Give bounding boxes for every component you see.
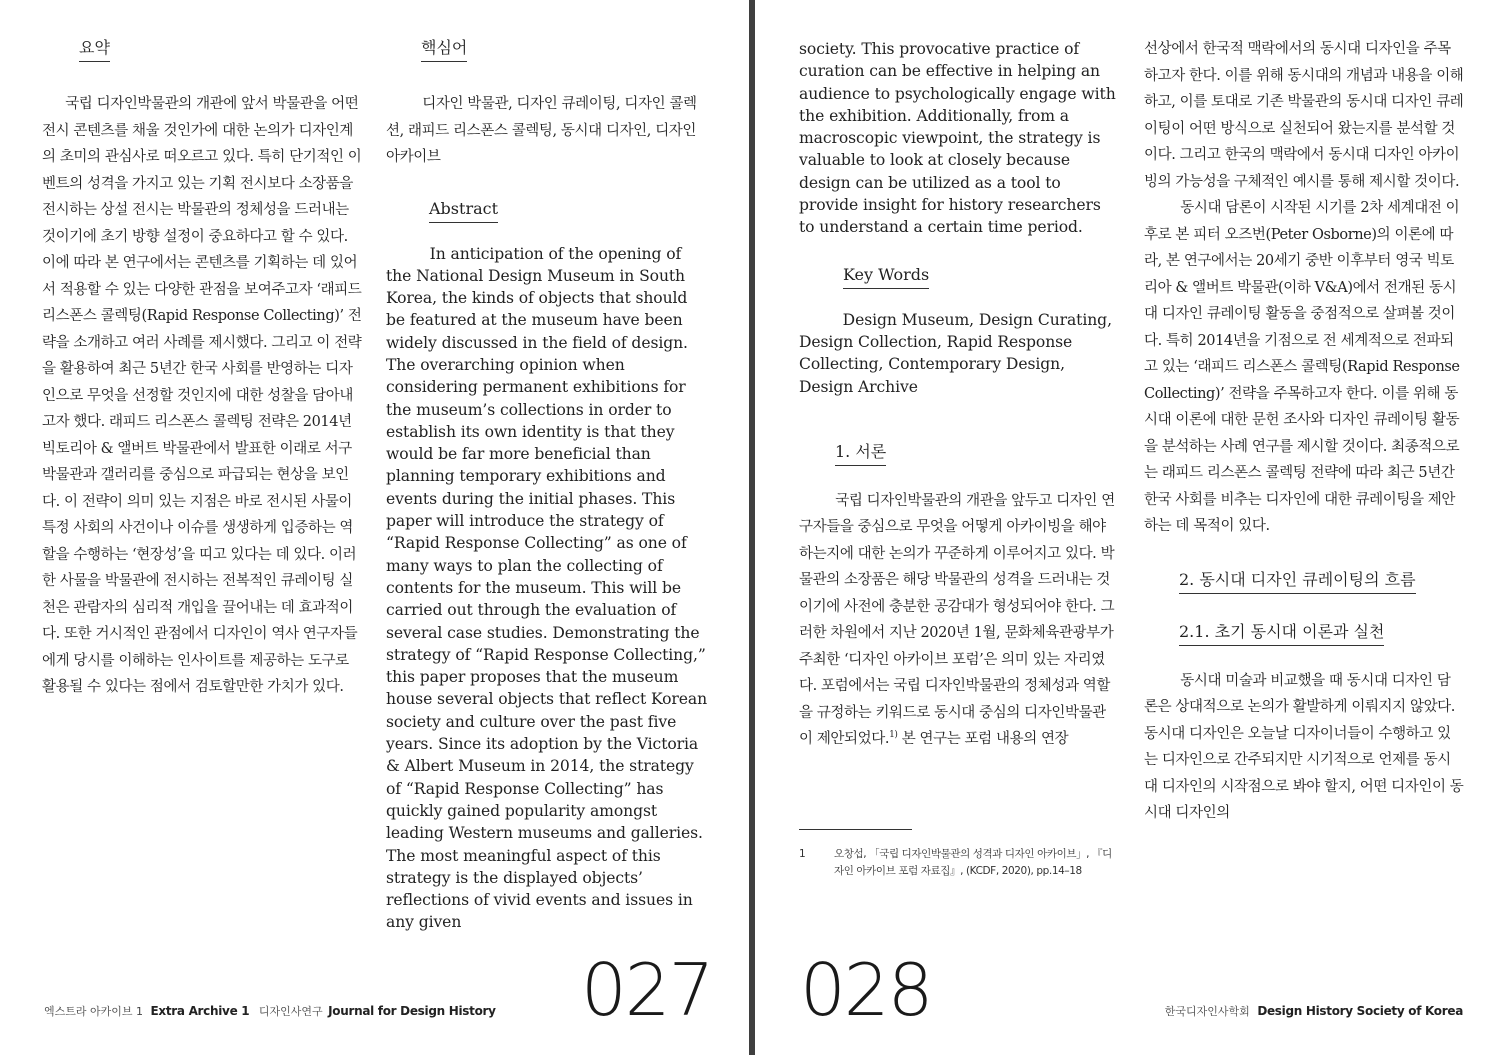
keywords-heading-ko: 핵심어 xyxy=(421,36,467,62)
page-number: 027 xyxy=(581,948,713,1032)
summary-paragraph: 국립 디자인박물관의 개관에 앞서 박물관을 어떤 전시 콘텐츠를 채울 것인가에 대한 논의가 디자인계의 초미의 관심사로 떠오르고 있다. 특히 단기적인 이벤트의 성격을 가지고 있는 기획 전시보다 소장품을 전시하는 상설 전시는 박물관의 정체성을 드러내는 것이기에 초기 방향 설정이 중요하다고 할 수 있다. 이에 따라 본 연구에서는 콘텐츠를 기획하는 데 있어서 적용할 수 있는 다양한 관점을 보여주고자 ‘래피드 리스폰스 콜렉팅(Rapid Response Collecting)’ 전략을 소개하고 여러 사례를 제시했다. 그리고 이 전략을 활용하여 최근 5년간 한국 사회를 반영하는 디자인으로 무엇을 선정할 것인지에 대한 성찰을 담아내고자 했다. 래피드 리스폰스 콜렉팅 전략은 2014년 빅토리아 & 앨버트 박물관에서 발표한 이래로 서구 박물관과 갤러리를 중심으로 파급되는 현상을 보인다. 이 전략이 의미 있는 지점은 바로 전시된 사물이 특정 사회의 사건이나 이슈를 생생하게 입증하는 역할을 수행하는 ‘현장성’을 띠고 있다는 데 있다. 이러한 사물을 박물관에 전시하는 전복적인 큐레이팅 실천은 관람자의 심리적 개입을 끌어내는 데 효과적이다. 또한 거시적인 관점에서 디자인이 역사 연구자들에게 당시를 이해하는 인사이트를 제공하는 도구로 활용될 수 있다는 점에서 검토할만한 가치가 있다. xyxy=(42,96,362,695)
abstract-continued-column xyxy=(799,38,1119,753)
footer-journal-ko: 디자인사연구 xyxy=(258,1005,323,1018)
intro-paragraph xyxy=(799,488,1119,753)
keywords-paragraph-ko: 디자인 박물관, 디자인 큐레이팅, 디자인 콜렉션, 래피드 리스폰스 콜렉팅, 동시대 디자인, 디자인 아카이브 xyxy=(386,96,697,165)
intro-heading: 1. 서론 xyxy=(835,440,886,466)
footer-archive-en: Extra Archive 1 xyxy=(150,1004,250,1018)
keywords-paragraph-en: Design Museum, Design Curating, Design Collection, Rapid Response Collecting, Contemporary Design, Design Archive xyxy=(799,310,1112,396)
footer-society-ko: 한국디자인사학회 xyxy=(1164,1005,1250,1018)
keywords-abstract-column xyxy=(386,36,708,934)
section-2-heading: 2. 동시대 디자인 큐레이팅의 흐름 xyxy=(1179,568,1416,594)
left-page xyxy=(0,0,749,1055)
summary-heading: 요약 xyxy=(79,36,110,62)
summary-column xyxy=(42,36,362,701)
right-running-footer xyxy=(1165,1002,1463,1021)
body-column-right xyxy=(1144,36,1464,827)
footnote xyxy=(799,846,1119,880)
keywords-heading-en: Key Words xyxy=(843,263,929,289)
intro-continued-paragraph-1: 선상에서 한국적 맥락에서의 동시대 디자인을 주목하고자 한다. 이를 위해 동시대의 개념과 내용을 이해하고, 이를 토대로 기존 박물관의 동시대 디자인 큐레이팅이 어떤 방식으로 실천되어 왔는지를 분석할 것이다. 그리고 한국의 맥락에서 동시대 디자인 아카이빙의 가능성을 구체적인 예시를 통해 제시할 것이다. xyxy=(1144,41,1464,190)
abstract-continued-paragraph: society. This provocative practice of curation can be effective in helping an audience to psychologically engage with the exhibition. Additionally, from a macroscopic viewpoint, the strategy is valuable to look at closely because design can be utilized as a tool to provide insight for history researchers to understand a certain time period. xyxy=(799,40,1116,237)
footnote-text: 오창섭, 「국립 디자인박물관의 성격과 디자인 아카이브」, 『디자인 아카이브 포럼 자료집』, (KCDF, 2020), pp.14–18 xyxy=(834,848,1112,877)
footer-society-en: Design History Society of Korea xyxy=(1257,1004,1463,1018)
section-2-1-paragraph: 동시대 미술과 비교했을 때 동시대 디자인 담론은 상대적으로 논의가 활발하게 이뤄지지 않았다. 동시대 디자인은 오늘날 디자이너들이 수행하고 있는 디자인으로 간주되지만 시기적으로 언제를 동시대 디자인의 시작점으로 봐야 할지, 어떤 디자인이 동시대 디자인의 xyxy=(1144,672,1464,821)
intro-continued-paragraph-2: 동시대 담론이 시작된 시기를 2차 세계대전 이후로 본 피터 오즈번(Peter Osborne)의 이론에 따라, 본 연구에서는 20세기 중반 이후부터 영국 빅토리아 & 앨버트 박물관(이하 V&A)에서 전개된 동시대 디자인 큐레이팅 활동을 중점적으로 살펴볼 것이다. 특히 2014년을 기점으로 전 세계적으로 전파되고 있는 ‘래피드 리스폰스 콜렉팅(Rapid Response Collecting)’ 전략을 주목하고자 한다. 이를 위해 동시대 이론에 대한 문헌 조사와 디자인 큐레이팅 활동을 분석하는 사례 연구를 제시할 것이다. 최종적으로는 래피드 리스폰스 콜렉팅 전략에 따라 최근 5년간 한국 사회를 비추는 디자인에 대한 큐레이팅을 제안하는 데 목적이 있다. xyxy=(1144,200,1460,534)
footer-archive-ko: 엑스트라 아카이브 1 xyxy=(44,1005,143,1018)
footer-journal-en: Journal for Design History xyxy=(328,1004,496,1018)
footnote-rule xyxy=(799,829,912,830)
right-page xyxy=(755,0,1505,1055)
abstract-heading: Abstract xyxy=(429,197,498,223)
abstract-paragraph: In anticipation of the opening of the National Design Museum in South Korea, the kinds of objects that should be featured at the museum have been widely discussed in the field of design. The overarching opinion when considering permanent exhibitions for the museum’s collections in order to establish its own identity is that they would be far more beneficial than planning temporary exhibitions and events during the initial phases. This paper will introduce the strategy of “Rapid Response Collecting” as one of many ways to plan the collecting of contents for the museum. This will be carried out through the evaluation of several case studies. Demonstrating the strategy of “Rapid Response Collecting,” this paper proposes that the museum house several objects that reflect Korean society and culture over the past five years. Since its adoption by the Victoria & Albert Museum in 2014, the strategy of “Rapid Response Collecting” has quickly gained popularity amongst leading Western museums and galleries. The most meaningful aspect of this strategy is the displayed objects’ reflections of vivid events and issues in any given xyxy=(386,244,708,932)
page-number: 028 xyxy=(800,948,932,1032)
intro-text-tail: 본 연구는 포럼 내용의 연장 xyxy=(897,731,1069,748)
footnote-number: 1 xyxy=(799,848,806,860)
section-2-1-heading: 2.1. 초기 동시대 이론과 실천 xyxy=(1179,620,1384,646)
footnote-reference[interactable]: 1) xyxy=(889,730,898,741)
left-running-footer xyxy=(44,1002,496,1021)
intro-text: 국립 디자인박물관의 개관을 앞두고 디자인 연구자들을 중심으로 무엇을 어떻게 아카이빙을 해야 하는지에 대한 논의가 꾸준하게 이루어지고 있다. 박물관의 소장품은 해당 박물관의 성격을 드러내는 것이기에 사전에 충분한 공감대가 형성되어야 한다. 그러한 차원에서 지난 2020년 1월, 문화체육관광부가 주최한 ‘디자인 아카이브 포럼’은 의미 있는 자리였다. 포럼에서는 국립 디자인박물관의 정체성과 역할을 규정하는 키워드로 동시대 중심의 디자인박물관이 제안되었다. xyxy=(799,492,1115,748)
